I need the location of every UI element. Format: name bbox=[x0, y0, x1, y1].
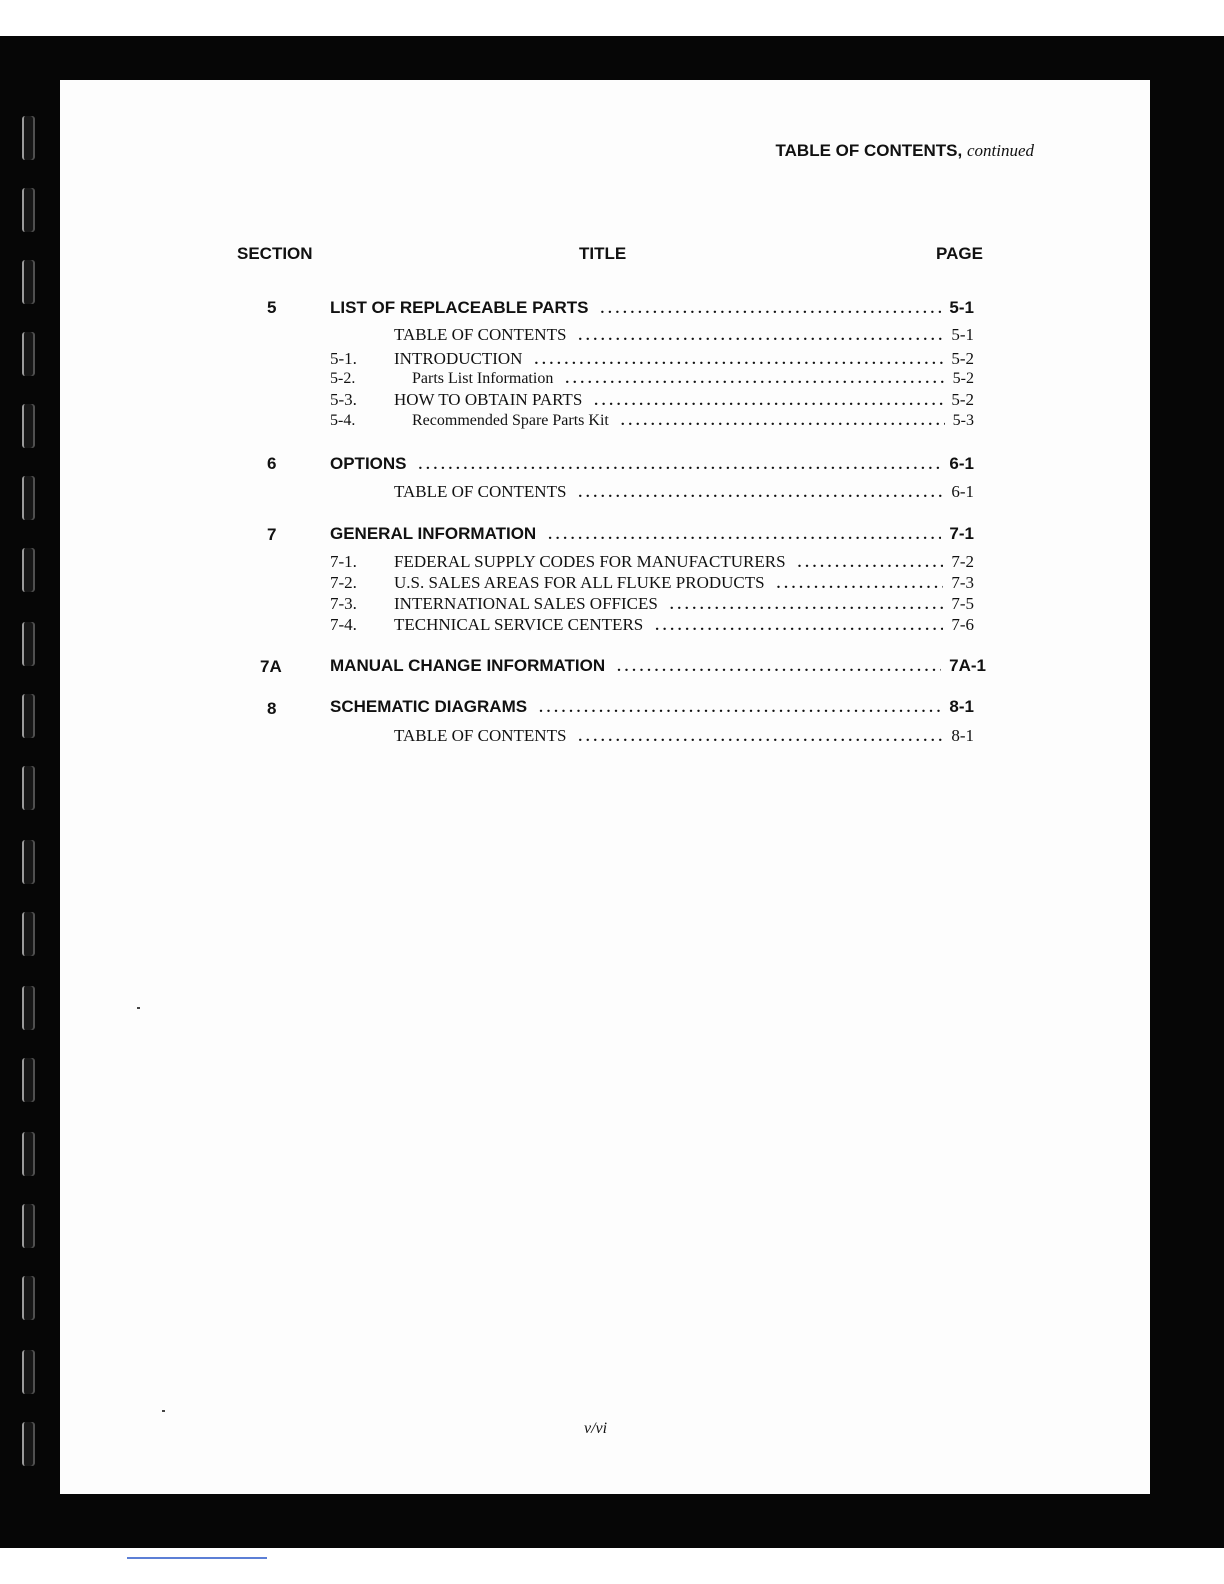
entry-page: 7-3 bbox=[951, 573, 974, 592]
binder-hole bbox=[22, 694, 35, 738]
entry-title: TABLE OF CONTENTS bbox=[394, 726, 567, 745]
binder-hole bbox=[22, 1132, 35, 1176]
entry-title: INTERNATIONAL SALES OFFICES bbox=[394, 594, 658, 613]
binder-hole bbox=[22, 1204, 35, 1248]
entry-title: TECHNICAL SERVICE CENTERS bbox=[394, 615, 644, 634]
entry-number: 5-1. bbox=[330, 349, 357, 368]
section-title: GENERAL INFORMATION bbox=[330, 524, 537, 543]
section-title: OPTIONS bbox=[330, 454, 407, 473]
scan-border-right bbox=[1150, 36, 1224, 1548]
dot-leader bbox=[548, 527, 941, 544]
entry-page: 6-1 bbox=[951, 482, 974, 501]
dot-leader bbox=[777, 576, 944, 593]
toc-entry-row bbox=[330, 349, 974, 369]
entry-number: 7-4. bbox=[330, 615, 357, 634]
scan-speck bbox=[162, 1410, 165, 1412]
dot-leader bbox=[600, 301, 941, 318]
entry-title: Parts List Information bbox=[412, 370, 554, 387]
toc-entry-row bbox=[330, 370, 974, 388]
binder-hole bbox=[22, 188, 35, 232]
header-continued: continued bbox=[966, 141, 1034, 160]
scan-margin-line bbox=[127, 1557, 267, 1559]
entry-page: 5-2 bbox=[951, 390, 974, 409]
entry-number: 5-2. bbox=[330, 370, 356, 387]
section-title: MANUAL CHANGE INFORMATION bbox=[330, 656, 606, 675]
entry-title: U.S. SALES AREAS FOR ALL FLUKE PRODUCTS bbox=[394, 573, 765, 592]
entry-number: 7-2. bbox=[330, 573, 357, 592]
toc-entry-row bbox=[330, 573, 974, 593]
section-number: 7 bbox=[267, 525, 277, 544]
scan-border-bottom bbox=[0, 1494, 1224, 1548]
dot-leader bbox=[419, 457, 942, 474]
binder-hole bbox=[22, 840, 35, 884]
binder-hole bbox=[22, 260, 35, 304]
entry-page: 7-6 bbox=[951, 615, 974, 634]
toc-section-row bbox=[330, 298, 974, 318]
entry-number: 7-3. bbox=[330, 594, 357, 613]
column-header-title: TITLE bbox=[579, 244, 627, 263]
entry-title: TABLE OF CONTENTS bbox=[394, 325, 567, 344]
binder-hole bbox=[22, 476, 35, 520]
binder-hole bbox=[22, 404, 35, 448]
section-page: 8-1 bbox=[949, 697, 974, 716]
page-folio: v/vi bbox=[584, 1420, 608, 1437]
header-title: TABLE OF CONTENTS, bbox=[775, 141, 963, 160]
binder-hole bbox=[22, 116, 35, 160]
binder-hole bbox=[22, 986, 35, 1030]
section-number: 5 bbox=[267, 298, 277, 317]
paper-sheet bbox=[60, 80, 1150, 1494]
section-number: 8 bbox=[267, 699, 277, 718]
binder-hole bbox=[22, 1058, 35, 1102]
entry-title: TABLE OF CONTENTS bbox=[394, 482, 567, 501]
dot-leader bbox=[534, 352, 943, 369]
entry-page: 8-1 bbox=[951, 726, 974, 745]
entry-number: 5-4. bbox=[330, 412, 356, 429]
toc-entry-row bbox=[330, 552, 974, 572]
dot-leader bbox=[565, 371, 944, 388]
dot-leader bbox=[539, 700, 941, 717]
binder-hole bbox=[22, 548, 35, 592]
binder-hole bbox=[22, 1276, 35, 1320]
toc-section-row bbox=[330, 454, 974, 474]
dot-leader bbox=[578, 729, 943, 746]
entry-page: 7-2 bbox=[951, 552, 974, 571]
dot-leader bbox=[578, 328, 943, 345]
section-title: LIST OF REPLACEABLE PARTS bbox=[330, 298, 589, 317]
entry-page: 5-2 bbox=[952, 370, 974, 387]
toc-entry-row bbox=[330, 726, 974, 746]
entry-page: 5-2 bbox=[951, 349, 974, 368]
dot-leader bbox=[670, 597, 944, 614]
toc-entry-row bbox=[330, 482, 974, 502]
entry-title: Recommended Spare Parts Kit bbox=[412, 412, 609, 429]
entry-page: 5-1 bbox=[951, 325, 974, 344]
toc-section-row bbox=[330, 524, 974, 544]
binder-hole bbox=[22, 912, 35, 956]
dot-leader bbox=[798, 555, 944, 572]
section-page: 7-1 bbox=[949, 524, 974, 543]
entry-page: 7-5 bbox=[951, 594, 974, 613]
toc-section-row bbox=[330, 656, 986, 676]
scan-speck bbox=[137, 1007, 140, 1009]
section-title: SCHEMATIC DIAGRAMS bbox=[330, 697, 528, 716]
binder-hole bbox=[22, 1350, 35, 1394]
toc-entry-row bbox=[330, 412, 974, 430]
section-page: 6-1 bbox=[949, 454, 974, 473]
section-number: 6 bbox=[267, 454, 277, 473]
toc-section-row bbox=[330, 697, 974, 717]
dot-leader bbox=[655, 618, 943, 635]
column-header-page: PAGE bbox=[936, 244, 983, 263]
scan-border-left bbox=[0, 36, 60, 1548]
toc-entry-row bbox=[330, 594, 974, 614]
entry-title: INTRODUCTION bbox=[394, 349, 523, 368]
entry-number: 5-3. bbox=[330, 390, 357, 409]
dot-leader bbox=[621, 413, 945, 430]
running-header bbox=[776, 141, 1034, 161]
binder-hole bbox=[22, 766, 35, 810]
toc-entry-row bbox=[330, 615, 974, 635]
scan-border-top bbox=[0, 36, 1224, 86]
column-header-section: SECTION bbox=[237, 244, 313, 263]
binder-hole bbox=[22, 332, 35, 376]
entry-title: FEDERAL SUPPLY CODES FOR MANUFACTURERS bbox=[394, 552, 786, 571]
dot-leader bbox=[617, 659, 941, 676]
section-page: 5-1 bbox=[949, 298, 974, 317]
entry-page: 5-3 bbox=[952, 412, 974, 429]
toc-entry-row bbox=[330, 325, 974, 345]
entry-title: HOW TO OBTAIN PARTS bbox=[394, 390, 583, 409]
section-number: 7A bbox=[260, 657, 282, 676]
binder-hole bbox=[22, 622, 35, 666]
dot-leader bbox=[578, 485, 943, 502]
section-page: 7A-1 bbox=[949, 656, 986, 675]
dot-leader bbox=[594, 393, 943, 410]
toc-entry-row bbox=[330, 390, 974, 410]
binder-hole bbox=[22, 1422, 35, 1466]
entry-number: 7-1. bbox=[330, 552, 357, 571]
